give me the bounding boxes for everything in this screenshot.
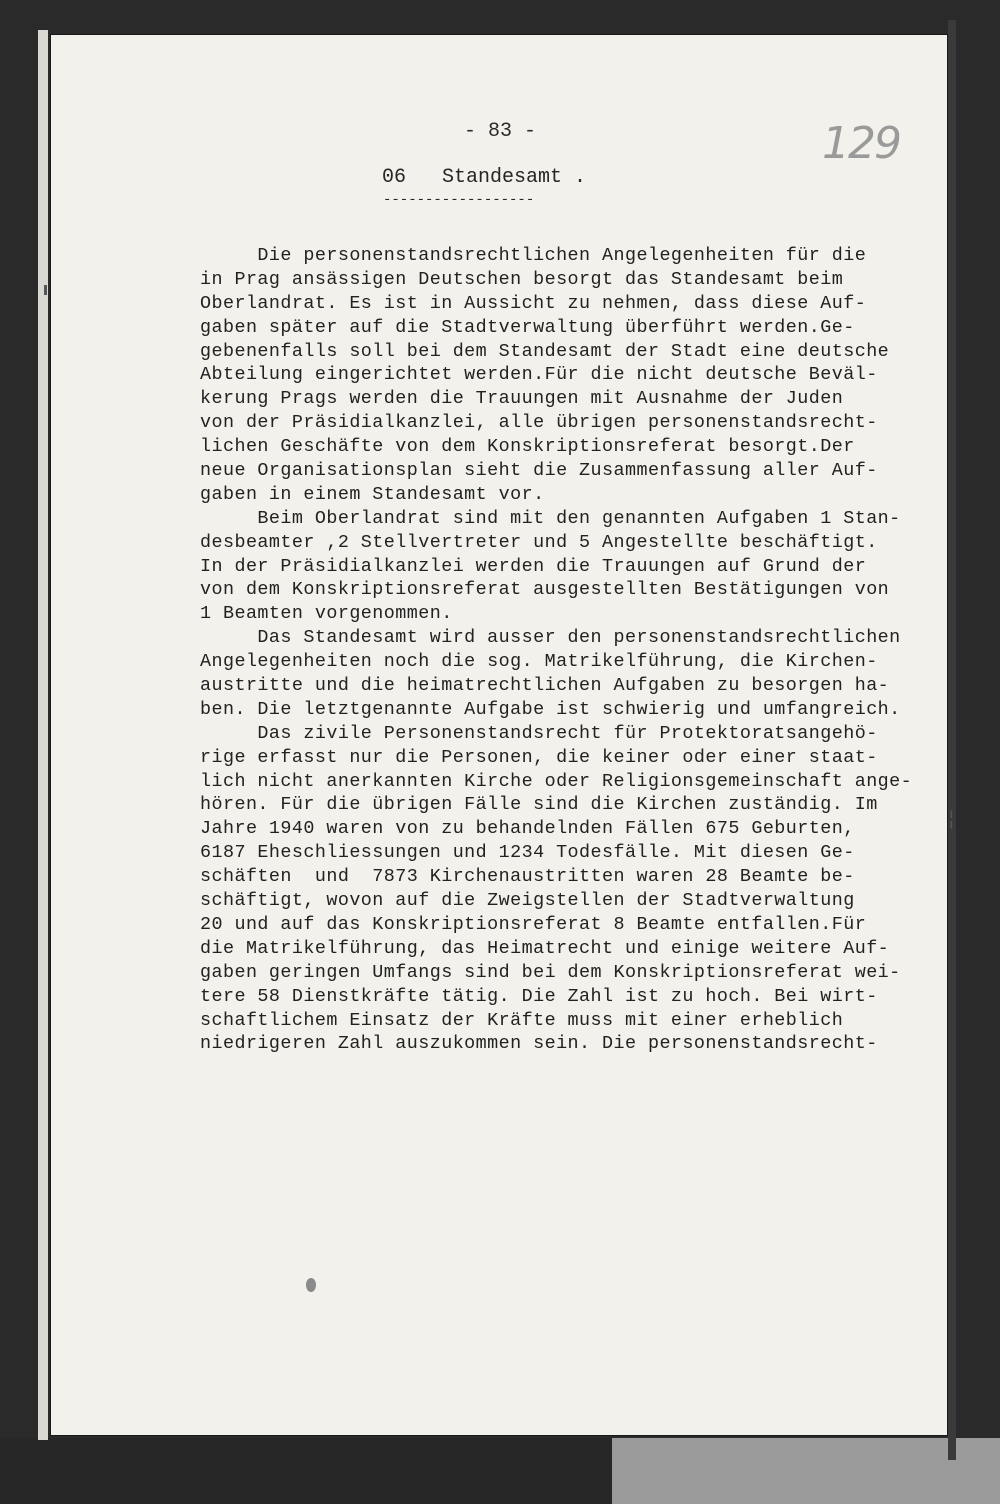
paper-right-edge bbox=[948, 20, 956, 1460]
text-line: Oberlandrat. Es ist in Aussicht zu nehmen, dass diese Auf- bbox=[200, 292, 867, 314]
text-line: 1 Beamten vorgenommen. bbox=[200, 603, 453, 625]
text-line: gebenenfalls soll bei dem Standesamt der Stadt eine deutsche bbox=[200, 340, 890, 362]
text-line: tere 58 Dienstkräfte tätig. Die Zahl ist zu hoch. Bei wirt- bbox=[200, 985, 878, 1007]
text-line: Jahre 1940 waren von zu behandelnden Fällen 675 Geburten, bbox=[200, 818, 855, 840]
text-line: in Prag ansässigen Deutschen besorgt das Standesamt beim bbox=[200, 268, 844, 290]
text-line: schäften und 7873 Kirchenaustritten waren 28 Beamte be- bbox=[200, 866, 855, 888]
text-line: gaben in einem Standesamt vor. bbox=[200, 483, 545, 505]
text-line: gaben geringen Umfangs sind bei dem Konskriptionsreferat wei- bbox=[200, 961, 901, 983]
text-line: Das zivile Personenstandsrecht für Protektoratsangehö- bbox=[200, 722, 878, 744]
archive-folio-number: 129 bbox=[822, 118, 900, 169]
text-line: niedrigeren Zahl auszukommen sein. Die personenstandsrecht- bbox=[200, 1033, 878, 1055]
section-heading: 06 Standesamt . bbox=[382, 166, 587, 189]
text-line: Das Standesamt wird ausser den personenstandsrechtlichen bbox=[200, 627, 901, 649]
text-line: austritte und die heimatrechtlichen Aufgaben zu besorgen ha- bbox=[200, 675, 890, 697]
text-line: die Matrikelführung, das Heimatrecht und einige weitere Auf- bbox=[200, 937, 890, 959]
text-line: schäftigt, wovon auf die Zweigstellen der Stadtverwaltung bbox=[200, 890, 855, 912]
text-line: lichen Geschäfte von dem Konskriptionsreferat besorgt.Der bbox=[200, 436, 855, 458]
text-line: neue Organisationsplan sieht die Zusammenfassung aller Auf- bbox=[200, 460, 878, 482]
margin-mark-right: ¦ bbox=[948, 806, 955, 830]
text-line: Beim Oberlandrat sind mit den genannten Aufgaben 1 Stan- bbox=[200, 507, 901, 529]
text-line: lich nicht anerkannten Kirche oder Religionsgemeinschaft ange- bbox=[200, 770, 913, 792]
heading-underline: ------------------ bbox=[383, 192, 535, 208]
paper-left-edge bbox=[38, 30, 48, 1440]
text-line: 6187 Eheschliessungen und 1234 Todesfälle. Mit diesen Ge- bbox=[200, 842, 855, 864]
text-line: In der Präsidialkanzlei werden die Trauungen auf Grund der bbox=[200, 555, 867, 577]
page-number: - 83 - bbox=[463, 120, 536, 143]
body-text bbox=[200, 244, 945, 1056]
scan-background-strip bbox=[0, 1438, 612, 1504]
text-line: von dem Konskriptionsreferat ausgestellten Bestätigungen von bbox=[200, 579, 890, 601]
text-line: von der Präsidialkanzlei, alle übrigen personenstandsrecht- bbox=[200, 412, 878, 434]
text-line: kerung Prags werden die Trauungen mit Ausnahme der Juden bbox=[200, 388, 844, 410]
text-line: rige erfasst nur die Personen, die keiner oder einer staat- bbox=[200, 746, 878, 768]
text-line: schaftlichem Einsatz der Kräfte muss mit einer erheblich bbox=[200, 1009, 844, 1031]
text-line: Abteilung eingerichtet werden.Für die nicht deutsche Beväl- bbox=[200, 364, 878, 386]
text-line: ben. Die letztgenannte Aufgabe ist schwierig und umfangreich. bbox=[200, 698, 901, 720]
text-line: desbeamter ,2 Stellvertreter und 5 Angestellte beschäftigt. bbox=[200, 531, 878, 553]
scan-grey-card bbox=[612, 1438, 1000, 1504]
text-line: 20 und auf das Konskriptionsreferat 8 Beamte entfallen.Für bbox=[200, 913, 867, 935]
text-line: Angelegenheiten noch die sog. Matrikelführung, die Kirchen- bbox=[200, 651, 878, 673]
text-line: Die personenstandsrechtlichen Angelegenheiten für die bbox=[200, 245, 867, 266]
text-line: hören. Für die übrigen Fälle sind die Kirchen zuständig. Im bbox=[200, 794, 878, 816]
ink-blot bbox=[306, 1278, 316, 1292]
text-line: gaben später auf die Stadtverwaltung überführt werden.Ge- bbox=[200, 316, 855, 338]
margin-mark-left bbox=[44, 285, 47, 295]
